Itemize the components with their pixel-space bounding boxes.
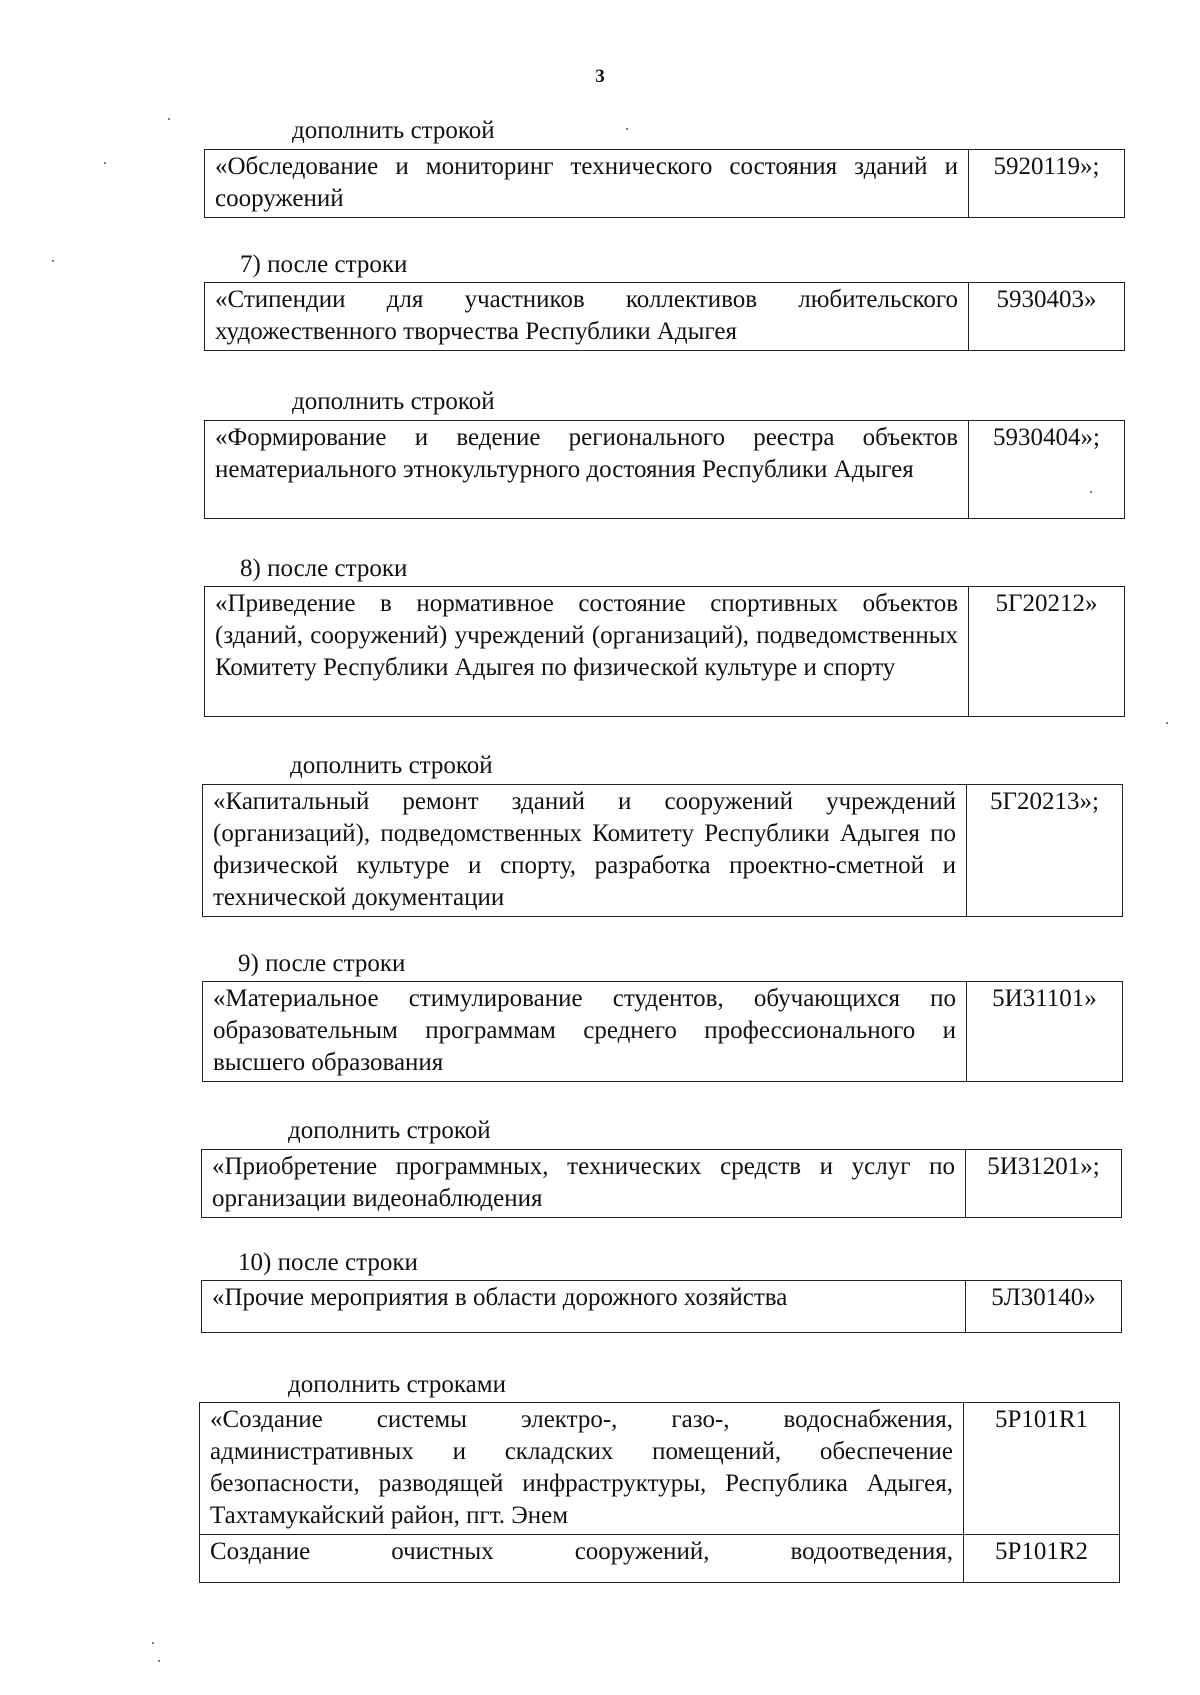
row-code: 5930404»;	[969, 421, 1125, 519]
amendment-table	[201, 1280, 1122, 1333]
row-code: 5Л30140»	[966, 1281, 1122, 1333]
scan-speck	[1090, 491, 1092, 493]
table-row	[202, 1281, 1122, 1333]
row-description: «Капитальный ремонт зданий и сооружений учреждений (организаций), подведомственных Комитету Республики Адыгея по физической культуре и спорту, разработка проектно-сметной и технической документации	[203, 785, 967, 917]
instruction-after-row: 7) после строки	[240, 251, 408, 278]
table-row	[200, 1403, 1120, 1535]
page-number: 3	[595, 66, 605, 87]
row-code: 5P101R2	[964, 1535, 1120, 1583]
row-description: «Прочие мероприятия в области дорожного хозяйства	[202, 1281, 966, 1333]
scan-speck	[52, 260, 54, 262]
row-description: «Создание системы электро-, газо-, водоснабжения, административных и складских помещений, обеспечение безопасности, разводящей инфраструктуры, Республика Адыгея, Тахтамукайский район, пгт. Энем	[200, 1403, 964, 1535]
instruction-after-row: 10) после строки	[238, 1249, 418, 1276]
instruction-add-rows: дополнить строками	[288, 1371, 506, 1398]
instruction-add-row: дополнить строкой	[290, 752, 493, 779]
table-row	[205, 283, 1125, 351]
row-code: 5Г20213»;	[967, 785, 1123, 917]
amendment-table	[202, 784, 1123, 917]
amendment-table	[204, 149, 1125, 218]
instruction-after-row: 8) после строки	[240, 555, 408, 582]
scan-speck	[152, 1642, 154, 1644]
row-description: «Обследование и мониторинг технического состояния зданий и сооружений	[205, 150, 969, 218]
table-row	[205, 587, 1125, 717]
table-row	[205, 421, 1125, 519]
row-description: «Приведение в нормативное состояние спортивных объектов (зданий, сооружений) учреждений (организаций), подведомственных Комитету Республики Адыгея по физической культуре и спорту	[205, 587, 969, 717]
row-code: 5И31201»;	[966, 1150, 1122, 1218]
scan-speck	[1166, 722, 1168, 724]
row-code: 5И31101»	[967, 982, 1123, 1082]
row-code: 5920119»;	[969, 150, 1125, 218]
row-description: «Материальное стимулирование студентов, обучающихся по образовательным программам среднего профессионального и высшего образования	[203, 982, 967, 1082]
amendment-table	[204, 282, 1125, 351]
instruction-add-row: дополнить строкой	[292, 117, 495, 144]
instruction-add-row: дополнить строкой	[292, 388, 495, 415]
amendment-table	[202, 981, 1123, 1082]
table-row	[200, 1535, 1120, 1583]
row-code: 5930403»	[969, 283, 1125, 351]
row-code: 5P101R1	[964, 1403, 1120, 1535]
row-description: Создание очистных сооружений, водоотведения,	[200, 1535, 964, 1583]
table-row	[202, 1150, 1122, 1218]
row-code: 5Г20212»	[969, 587, 1125, 717]
instruction-add-row: дополнить строкой	[288, 1117, 491, 1144]
row-description: «Формирование и ведение регионального реестра объектов нематериального этнокультурного достояния Республики Адыгея	[205, 421, 969, 519]
scan-speck	[626, 128, 628, 130]
amendment-table	[204, 420, 1125, 519]
amendment-table	[204, 586, 1125, 717]
table-row	[203, 982, 1123, 1082]
amendment-table	[201, 1149, 1122, 1218]
scan-speck	[168, 118, 170, 120]
scan-speck	[104, 162, 106, 164]
scan-speck	[158, 1660, 160, 1662]
table-row	[203, 785, 1123, 917]
amendment-table	[199, 1402, 1120, 1583]
row-description: «Приобретение программных, технических средств и услуг по организации видеонаблюдения	[202, 1150, 966, 1218]
table-row	[205, 150, 1125, 218]
row-description: «Стипендии для участников коллективов любительского художественного творчества Республики Адыгея	[205, 283, 969, 351]
instruction-after-row: 9) после строки	[238, 950, 406, 977]
